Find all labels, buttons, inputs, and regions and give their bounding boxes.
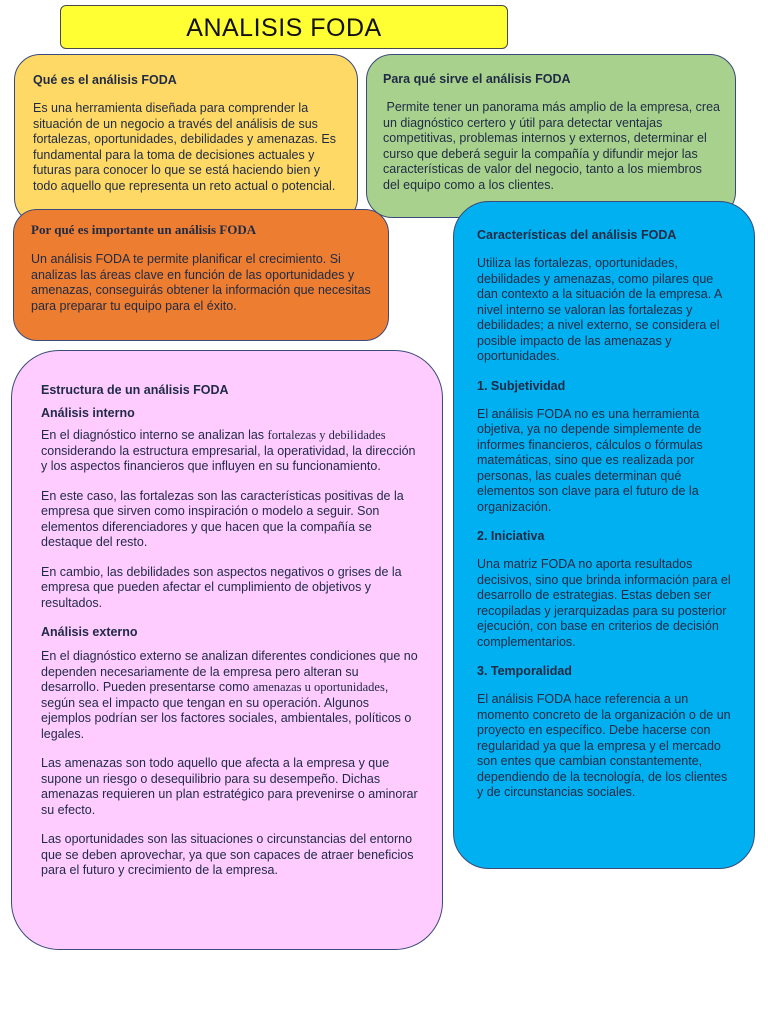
que-es-body: Es una herramienta diseñada para comprender la situación de un negocio a través del análisis de sus fortalezas, oportunidades, debilidades y amenazas. Es fundamental para la toma de decisiones actuales y futuras para conocer lo que se está haciendo bien y todo aquello que representa un reto actual o potencial. [33,101,336,193]
interno-paragraph-1 [41,428,420,475]
iniciativa-title: 2. Iniciativa [477,529,545,543]
interno-paragraph-2: En este caso, las fortalezas son las características positivas de la empresa que sirven como inspiración o modelo a seguir. Son elementos diferenciadores y que hacen que la compañía se destaque del resto. [41,488,404,549]
page-title: ANALISIS FODA [60,5,508,49]
por-que-box [13,209,389,341]
estructura-heading: Estructura de un análisis FODA [41,383,229,397]
externo-p1-end: , según sea el impacto que tengan en su operación. Algunos ejemplos podrían ser los factores sociales, ambientales, políticos o legales. [41,680,412,741]
subjetividad-title: 1. Subjetividad [477,378,566,393]
interno-p1-start: En el diagnóstico interno se analizan las [41,428,268,442]
que-es-box [14,54,358,224]
para-que-heading: Para qué sirve el análisis FODA [383,72,571,86]
analisis-externo-title: Análisis externo [41,625,138,639]
caracteristicas-heading: Características del análisis FODA [477,228,677,242]
para-que-body: Permite tener un panorama más amplio de la empresa, crea un diagnóstico certero y útil para detectar ventajas competitivas, problemas internos y externos, determinar el curso que deberá seguir la compañía y difundir mejor las características de valor del negocio, tanto a los miembros del equipo como a los clientes. [383,100,724,192]
interno-p1-end: considerando la estructura empresarial, la operatividad, la dirección y los aspectos financieros que influyen en su funcionamiento. [41,443,416,473]
subjetividad-body: El análisis FODA no es una herramienta objetiva, ya no depende simplemente de informes financieros, cálculos o fórmulas matemáticas, sino que es realizada por personas, las cuales determinan qué elementos son clave para el futuro de la organización. [477,406,703,514]
caracteristicas-box [453,201,755,869]
externo-paragraph-1 [41,649,420,742]
por-que-body: Un análisis FODA te permite planificar el crecimiento. Si analizas las áreas clave en función de las oportunidades y amenazas, conseguirás obtener la información que necesitas para preparar tu equipo para el éxito. [31,252,371,313]
para-que-box [366,54,736,218]
interno-p1-emphasis: fortalezas y debilidades [267,428,386,442]
externo-p1-emphasis: amenazas u oportunidades [252,680,385,694]
iniciativa-body: Una matriz FODA no aporta resultados decisivos, sino que brinda información para el desarrollo de estrategias. Estas deben ser recopiladas y jerarquizadas para su posterior ejecución, con base en criterios de decisión complementarios. [477,557,731,649]
temporalidad-body: El análisis FODA hace referencia a un momento concreto de la organización o de un proyecto en específico. Debe hacerse con regularidad ya que la empresa y el mercado son entes que cambian constantemente, dependiendo de la tecnología, de los clientes y de circunstancias sociales. [477,692,731,799]
caracteristicas-intro: Utiliza las fortalezas, oportunidades, debilidades y amenazas, como pilares que dan contexto a la situación de la empresa. A nivel interno se valoran las fortalezas y debilidades; a nivel externo, se considera el posible impacto de las amenazas y oportunidades. [477,256,722,363]
externo-p1-start: En el diagnóstico externo se analizan diferentes condiciones que no dependen necesariamente de la empresa pero alteran su desarrollo. Pueden presentarse como [41,649,418,694]
interno-paragraph-3: En cambio, las debilidades son aspectos negativos o grises de la empresa que pueden afectar el cumplimiento de objetivos y resultados. [41,564,402,610]
temporalidad-title: 3. Temporalidad [477,664,572,678]
externo-paragraph-2: Las amenazas son todo aquello que afecta a la empresa y que supone un riesgo o desequilibrio para su desempeño. Dichas amenazas requieren un plan estratégico para prevenirse o aminorar su efecto. [41,756,418,817]
por-que-heading: Por qué es importante un análisis FODA [31,222,257,237]
analisis-interno-title: Análisis interno [41,406,135,420]
externo-paragraph-3: Las oportunidades son las situaciones o circunstancias del entorno que se deben aprovechar, ya que son capaces de atraer beneficios para el futuro y crecimiento de la empresa. [41,832,414,877]
que-es-heading: Qué es el análisis FODA [33,73,177,87]
estructura-box [11,350,443,950]
